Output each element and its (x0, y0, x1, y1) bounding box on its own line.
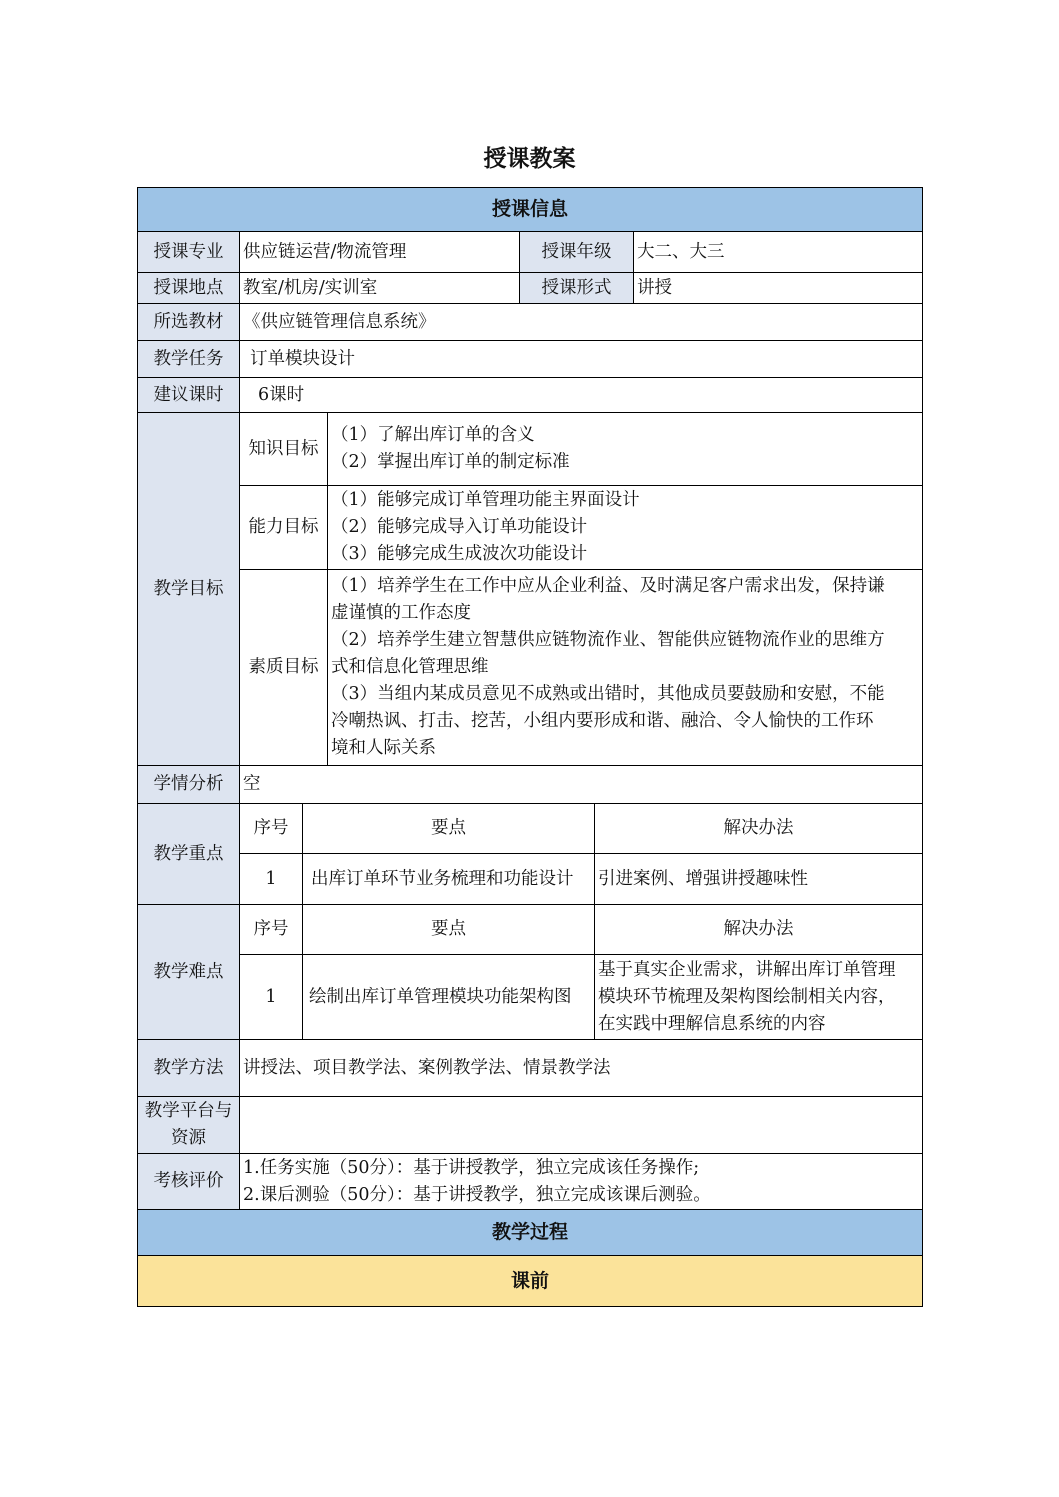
key-solution-header: 解决办法 (595, 804, 922, 854)
quality-goal-label: 素质目标 (240, 570, 328, 766)
quality-goal-line: 式和信息化管理思维 (331, 657, 489, 677)
difficulty-solution-header: 解决办法 (595, 905, 922, 955)
platform-value (240, 1097, 922, 1154)
quality-goal-line: （1）培养学生在工作中应从企业利益、及时满足客户需求出发，保持谦 (331, 576, 885, 596)
major-label: 授课专业 (138, 232, 240, 273)
quality-goal-line: 冷嘲热讽、打击、挖苦，小组内要形成和谐、融洽、令人愉快的工作环 (331, 711, 874, 731)
evaluation-label: 考核评价 (138, 1154, 240, 1210)
textbook-value: 《供应链管理信息系统》 (240, 304, 922, 341)
key-point-header: 要点 (303, 804, 595, 854)
difficulty-row-no: 1 (240, 955, 303, 1040)
section-info-header: 授课信息 (138, 188, 922, 232)
task-value: 订单模块设计 (240, 341, 922, 378)
difficulty-solution-line: 在实践中理解信息系统的内容 (598, 1013, 826, 1034)
method-value: 讲授法、项目教学法、案例教学法、情景教学法 (240, 1040, 922, 1097)
knowledge-goal-list (328, 413, 922, 486)
grade-label: 授课年级 (520, 232, 634, 273)
lesson-plan-table (137, 187, 923, 1307)
section-before-class-header: 课前 (138, 1256, 922, 1306)
quality-goal-line: （3）当组内某成员意见不成熟或出错时，其他成员要鼓励和安慰，不能 (331, 684, 885, 704)
difficulty-row-point: 绘制出库订单管理模块功能架构图 (303, 955, 595, 1040)
method-label: 教学方法 (138, 1040, 240, 1097)
ability-goal-item: （1）能够完成订单管理功能主界面设计 (331, 490, 640, 510)
ability-goal-item: （3）能够完成生成波次功能设计 (331, 544, 588, 564)
form-label: 授课形式 (520, 273, 634, 304)
quality-goal-line: 虚谨慎的工作态度 (331, 603, 471, 623)
knowledge-goal-item: （2）掌握出库订单的制定标准 (331, 452, 570, 472)
difficulty-no-header: 序号 (240, 905, 303, 955)
form-value: 讲授 (634, 273, 922, 304)
quality-goal-line: 境和人际关系 (331, 738, 436, 758)
section-process-header: 教学过程 (138, 1210, 922, 1256)
ability-goal-label: 能力目标 (240, 486, 328, 570)
textbook-label: 所选教材 (138, 304, 240, 341)
difficulty-point-header: 要点 (303, 905, 595, 955)
knowledge-goal-item: （1）了解出库订单的含义 (331, 425, 535, 445)
quality-goal-list (328, 570, 922, 766)
quality-goal-line: （2）培养学生建立智慧供应链物流作业、智能供应链物流作业的思维方 (331, 630, 885, 650)
goals-label: 教学目标 (138, 413, 240, 766)
difficulty-row-solution (595, 955, 922, 1040)
evaluation-item: 2.课后测验（50分）：基于讲授教学，独立完成该课后测验。 (243, 1184, 711, 1205)
difficulty-solution-line: 基于真实企业需求，讲解出库订单管理 (598, 959, 896, 980)
page-title: 授课教案 (483, 146, 576, 172)
platform-label: 教学平台与资源 (138, 1097, 240, 1154)
task-label: 教学任务 (138, 341, 240, 378)
analysis-value: 空 (240, 766, 922, 804)
key-row-solution: 引进案例、增强讲授趣味性 (595, 854, 922, 905)
evaluation-list (240, 1154, 922, 1210)
knowledge-goal-label: 知识目标 (240, 413, 328, 486)
hours-value: 6课时 (240, 378, 922, 413)
place-label: 授课地点 (138, 273, 240, 304)
hours-label: 建议课时 (138, 378, 240, 413)
analysis-label: 学情分析 (138, 766, 240, 804)
grade-value: 大二、大三 (634, 232, 922, 273)
key-points-label: 教学重点 (138, 804, 240, 905)
major-value: 供应链运营/物流管理 (240, 232, 520, 273)
difficulty-label: 教学难点 (138, 905, 240, 1040)
key-row-no: 1 (240, 854, 303, 905)
key-no-header: 序号 (240, 804, 303, 854)
place-value: 教室/机房/实训室 (240, 273, 520, 304)
difficulty-solution-line: 模块环节梳理及架构图绘制相关内容， (598, 986, 896, 1007)
ability-goal-item: （2）能够完成导入订单功能设计 (331, 517, 588, 537)
evaluation-item: 1.任务实施（50分）：基于讲授教学，独立完成该任务操作; (243, 1157, 700, 1178)
ability-goal-list (328, 486, 922, 570)
key-row-point: 出库订单环节业务梳理和功能设计 (303, 854, 595, 905)
